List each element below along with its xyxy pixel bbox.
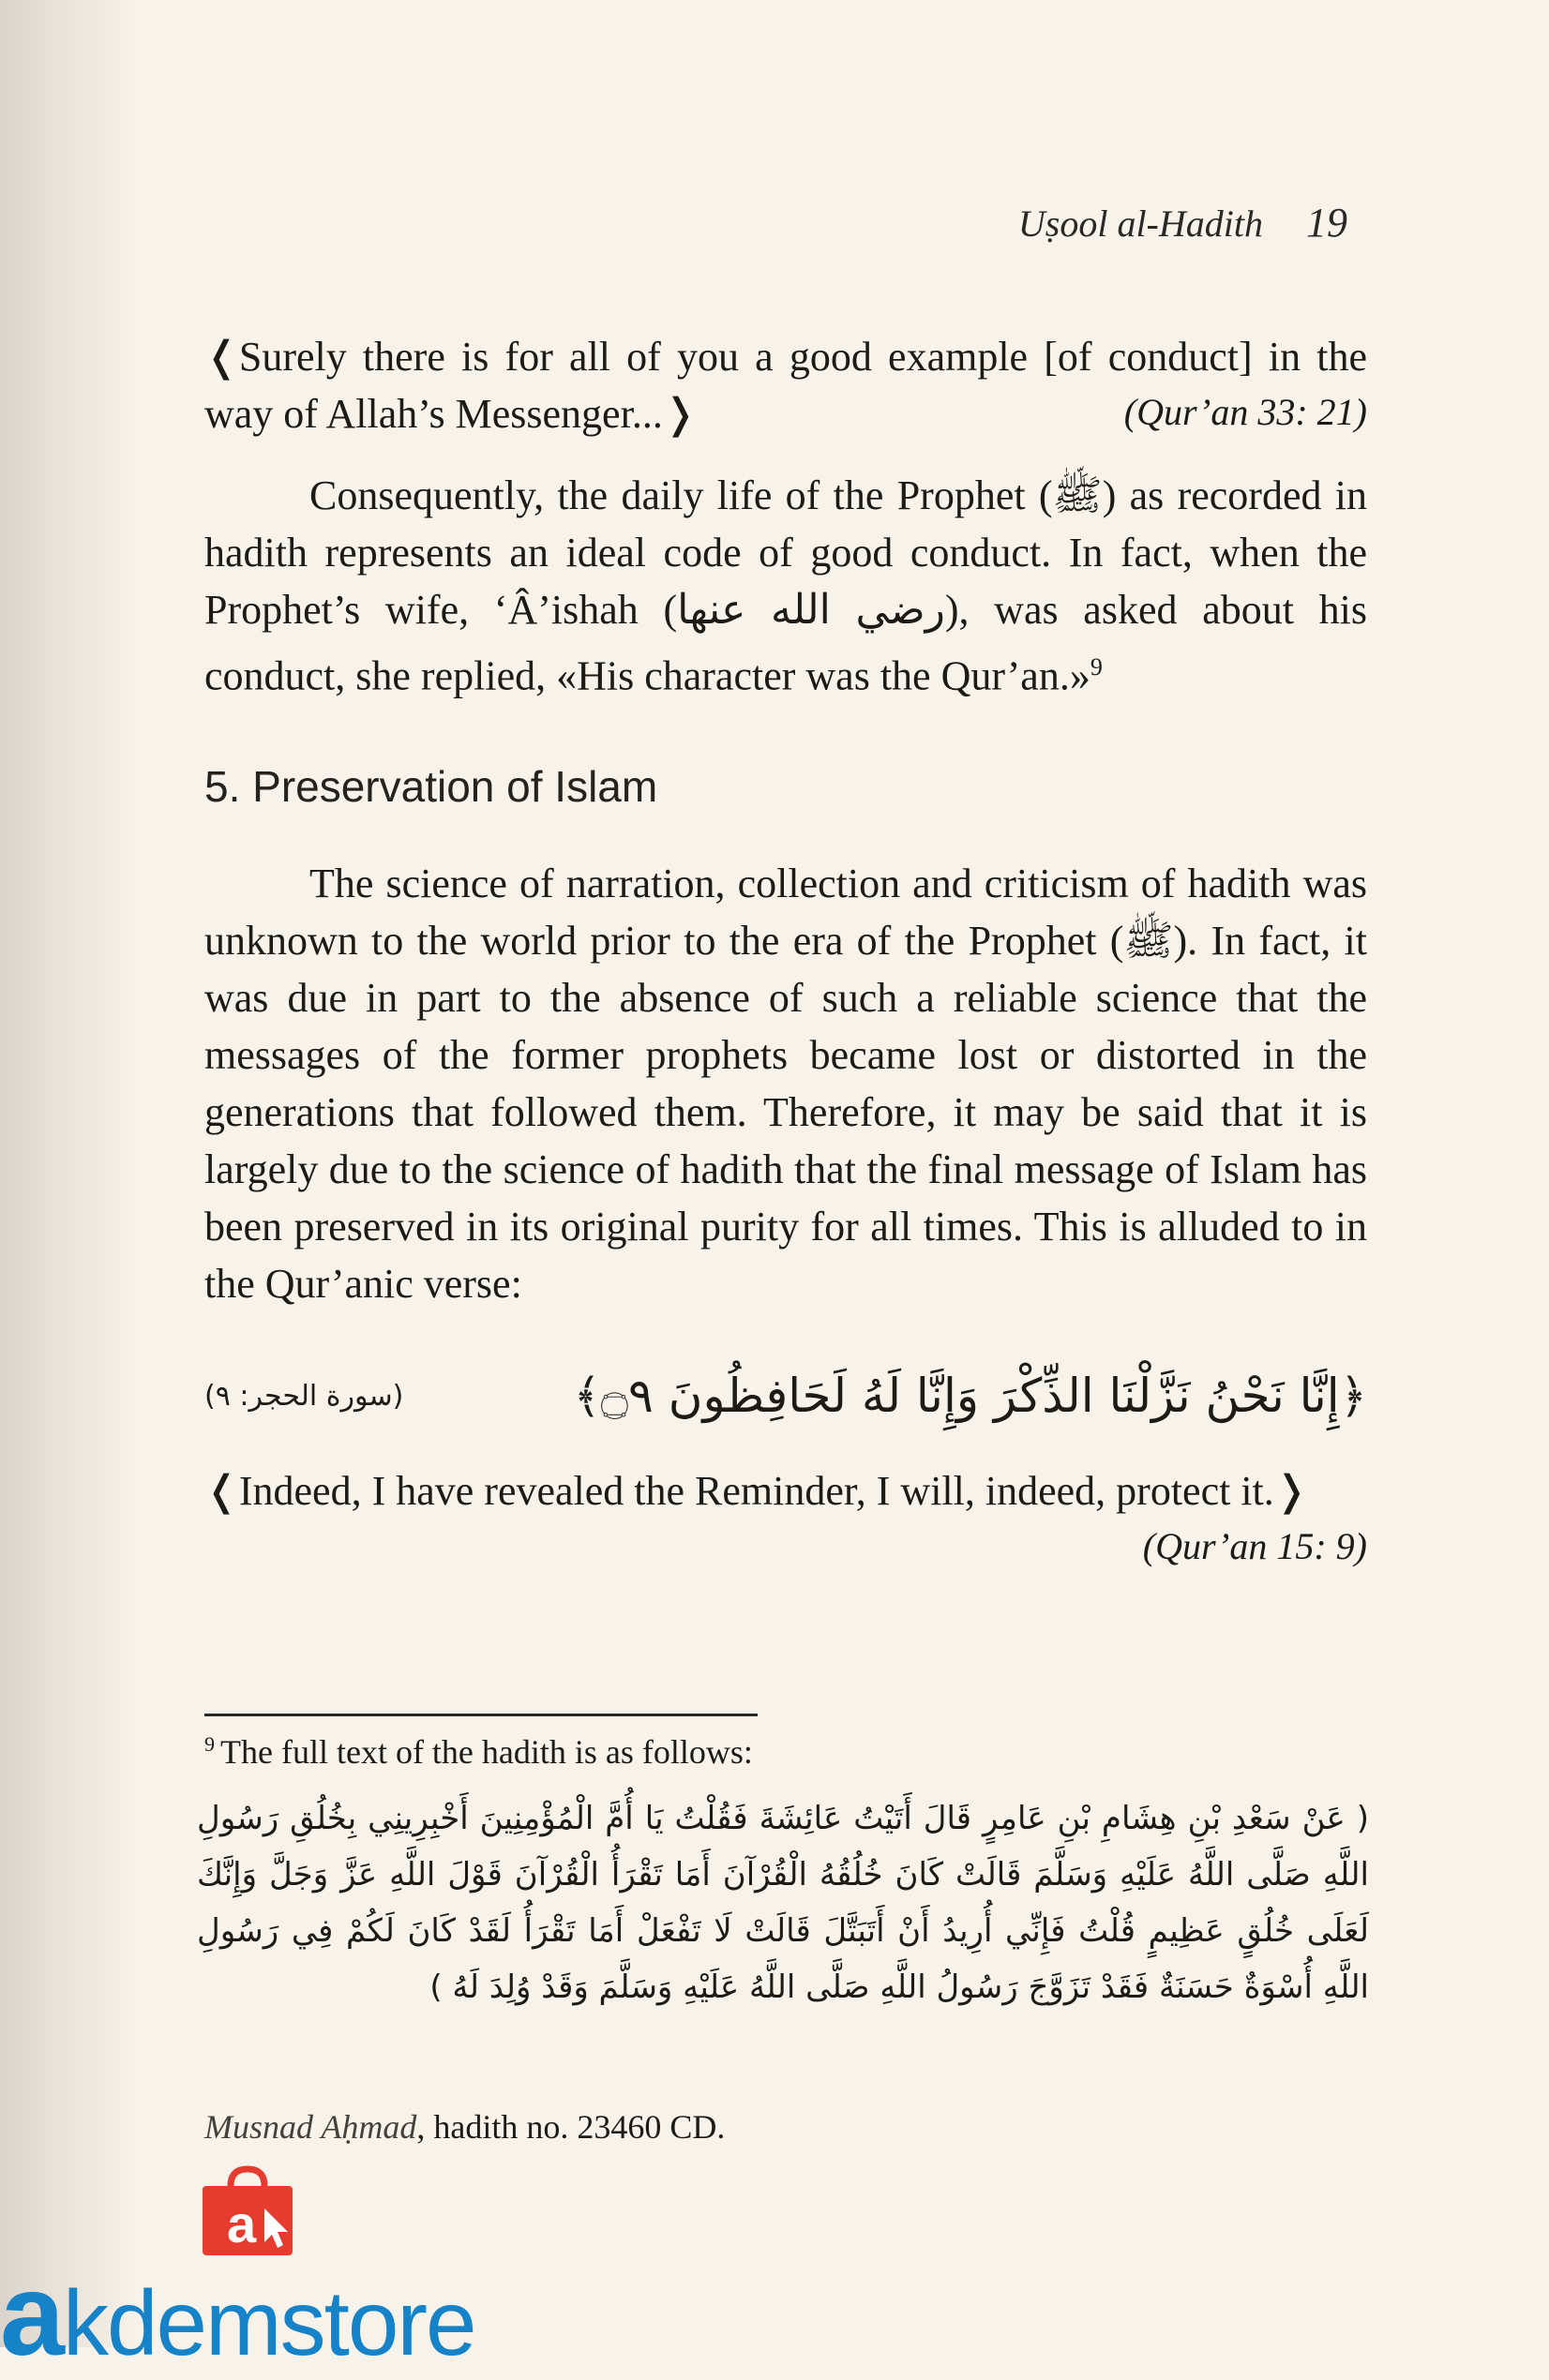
footnote-arabic-hadith: ( عَنْ سَعْدِ بْنِ هِشَامِ بْنِ عَامِرٍ قَالَ أَتَيْتُ عَائِشَةَ فَقُلْتُ يَا أُمَّ الْمُؤْمِنِينَ أَخْبِرِينِي بِخُلُقِ رَسُولِ اللَّهِ صَلَّى اللَّهُ عَلَيْهِ وَسَلَّمَ قَالَتْ كَانَ خُلُقُهُ الْقُرْآنَ أَمَا تَقْرَأُ الْقُرْآنَ قَوْلَ اللَّهِ عَزَّ وَجَلَّ وَإِنَّكَ لَعَلَى خُلُقٍ عَظِيمٍ قُلْتُ فَإِنِّي أُرِيدُ أَنْ أَتَبَتَّلَ قَالَتْ لَا تَفْعَلْ أَمَا تَقْرَأُ لَقَدْ كَانَ لَكُمْ فِي رَسُولِ اللَّهِ أُسْوَةٌ حَسَنَةٌ فَقَدْ تَزَوَّجَ رَسُولُ اللَّهِ صَلَّى اللَّهُ عَلَيْهِ وَسَلَّمَ وَقَدْ وُلِدَ لَهُ ) bbox=[197, 1800, 1369, 2006]
watermark-text: kdemstore bbox=[62, 2271, 475, 2374]
section-heading: 5. Preservation of Islam bbox=[204, 762, 658, 811]
quote-block-2 bbox=[204, 1462, 1367, 1574]
footnote-source bbox=[204, 2107, 725, 2147]
footnote-source-detail: , hadith no. 23460 CD. bbox=[416, 2108, 726, 2146]
footnote-intro bbox=[204, 1732, 753, 1772]
shopping-bag-cursor-icon bbox=[195, 2165, 300, 2257]
quran-ref-2: (Qur’an 15: 9) bbox=[1142, 1525, 1367, 1567]
arabic-verse-text: ﴿إِنَّا نَحْنُ نَزَّلْنَا الذِّكْرَ وَإِنَّا لَهُ لَحَافِظُونَ ۝٩﴾ bbox=[573, 1369, 1367, 1423]
page-number: 19 bbox=[1306, 200, 1347, 246]
watermark-initial: a bbox=[0, 2251, 63, 2380]
footnote-source-title: Musnad Aḥmad bbox=[204, 2108, 417, 2146]
paragraph-1-text: Consequently, the daily life of the Prophet (ﷺ) as recorded in hadith represents an ideal code of good conduct. In fact, when the Prophet’s wife, ‘Â’ishah (رضي الله عنها), was asked about his conduct, she replied, «His character was the Qur’an.» bbox=[204, 472, 1368, 699]
quran-quote-2: ❬Indeed, I have revealed the Reminder, I will, indeed, protect it.❭ bbox=[204, 1468, 1309, 1514]
quran-quote-1: ❬Surely there is for all of you a good example [of conduct] in the way of Allah’s Messenger...❭ bbox=[204, 334, 1367, 437]
footnote-divider bbox=[204, 1714, 758, 1716]
running-head bbox=[1018, 199, 1347, 247]
paragraph-1 bbox=[204, 467, 1367, 705]
surah-reference: (سورة الحجر: ٩) bbox=[204, 1379, 404, 1413]
svg-text:a: a bbox=[227, 2194, 257, 2253]
quote-block-1 bbox=[204, 328, 1367, 440]
watermark-logo bbox=[0, 2251, 475, 2380]
paragraph-2-text: The science of narration, collection and criticism of hadith was unknown to the world prior to the era of the Prophet (ﷺ). In fact, it was due in part to the absence of such a reliable science that the messages of the former prophets became lost or distorted in the generations that followed them. Therefore, it may be said that it is largely due to the science of hadith that the final message of Islam has been preserved in its original purity for all times. This is alluded to in the Qur’anic verse: bbox=[204, 861, 1367, 1307]
paragraph-2 bbox=[204, 855, 1367, 1312]
footnote-intro-text: The full text of the hadith is as follows: bbox=[220, 1733, 753, 1771]
footnote-ref-9[interactable]: 9 bbox=[1090, 653, 1103, 681]
footnote-mark: 9 bbox=[204, 1732, 215, 1756]
quran-ref-1: (Qur’an 33: 21) bbox=[1123, 391, 1367, 433]
running-head-title: Uṣool al-Hadith bbox=[1017, 202, 1263, 245]
arabic-verse-row bbox=[204, 1369, 1367, 1423]
